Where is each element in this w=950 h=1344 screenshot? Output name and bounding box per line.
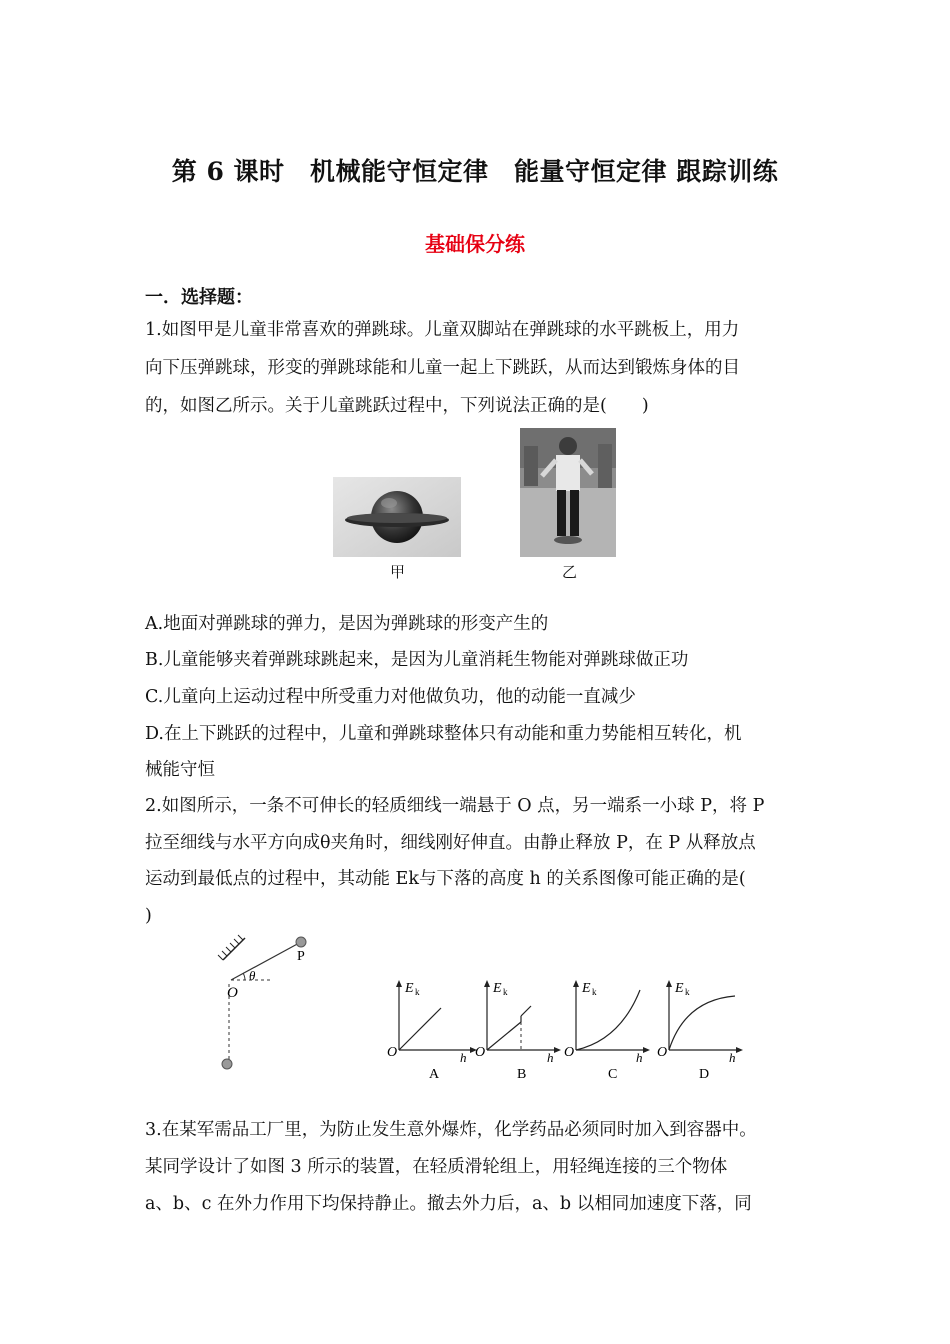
q3-line-2: 某同学设计了如图 3 所示的装置，在轻质滑轮组上，用轻绳连接的三个物体 — [145, 1157, 728, 1177]
graph-b — [473, 976, 568, 1084]
graph-a — [385, 976, 480, 1084]
q3-line-3: a、b、c 在外力作用下均保持静止。撤去外力后，a、b 以相同加速度下落，同 — [145, 1194, 752, 1214]
q2-line-2: 拉至细线与水平方向成θ夹角时，细线刚好伸直。由静止释放 P，在 P 从释放点 — [145, 833, 756, 853]
graph-d-caption: D — [699, 1067, 710, 1082]
section-subtitle: 基础保分练 — [425, 232, 525, 256]
graph-a-ylabel: E — [405, 981, 414, 996]
q3-line-1: 3.在某军需品工厂里，为防止发生意外爆炸，化学药品必须同时加入到容器中。 — [145, 1120, 757, 1140]
q1-option-a: A.地面对弹跳球的弹力，是因为弹跳球的形变产生的 — [145, 614, 549, 634]
graph-a-caption: A — [429, 1067, 440, 1082]
figure-jia-caption: 甲 — [390, 564, 406, 581]
pendulum-figure — [215, 932, 325, 1072]
label-o: O — [227, 985, 238, 1001]
figure-yi-caption: 乙 — [562, 564, 578, 581]
graph-b-caption: B — [517, 1067, 527, 1082]
q1-line-2: 向下压弹跳球，形变的弹跳球能和儿童一起上下跳跃，从而达到锻炼身体的目 — [145, 358, 740, 378]
graph-d-ysub: k — [685, 987, 690, 997]
graph-d-xlabel: h — [729, 1050, 736, 1065]
graph-a-ysub: k — [415, 987, 420, 997]
figure-yi-child-photo — [520, 428, 616, 557]
graph-c-xlabel: h — [636, 1050, 643, 1065]
graph-c-ylabel: E — [582, 981, 591, 996]
graph-a-origin: O — [387, 1045, 398, 1060]
graph-b-ylabel: E — [493, 981, 502, 996]
q1-option-d: D.在上下跳跃的过程中，儿童和弹跳球整体只有动能和重力势能相互转化，机 — [145, 724, 742, 744]
q1-option-d-cont: 械能守恒 — [145, 760, 215, 780]
graph-d-origin: O — [657, 1045, 668, 1060]
q2-line-4: ) — [145, 906, 152, 926]
figure-jia-bounce-ball — [333, 477, 461, 557]
q1-line-1: 1.如图甲是儿童非常喜欢的弹跳球。儿童双脚站在弹跳球的水平跳板上，用力 — [145, 320, 740, 340]
q1-line-3: 的，如图乙所示。关于儿童跳跃过程中，下列说法正确的是( ) — [145, 396, 649, 416]
section-heading: 一．选择题： — [145, 287, 253, 308]
graph-d-ylabel: E — [675, 981, 684, 996]
graph-c-ysub: k — [592, 987, 597, 997]
graph-b-origin: O — [475, 1045, 486, 1060]
graph-b-ysub: k — [503, 987, 508, 997]
page-title: 第 6 课时 机械能守恒定律 能量守恒定律 跟踪训练 — [171, 157, 779, 186]
q1-option-b: B.儿童能够夹着弹跳球跳起来，是因为儿童消耗生物能对弹跳球做正功 — [145, 650, 689, 670]
graph-c-origin: O — [564, 1045, 575, 1060]
graph-d — [655, 976, 750, 1084]
graph-a-xlabel: h — [460, 1050, 467, 1065]
q2-line-3: 运动到最低点的过程中，其动能 Ek与下落的高度 h 的关系图像可能正确的是( — [145, 869, 746, 889]
label-theta: θ — [249, 968, 256, 983]
graph-c-caption: C — [608, 1067, 618, 1082]
q2-line-1: 2.如图所示，一条不可伸长的轻质细线一端悬于 O 点，另一端系一小球 P，将 P — [145, 796, 765, 816]
graph-c — [562, 976, 657, 1084]
q1-option-c: C.儿童向上运动过程中所受重力对他做负功，他的动能一直减少 — [145, 687, 636, 707]
graph-b-xlabel: h — [547, 1050, 554, 1065]
label-p: P — [297, 949, 305, 964]
